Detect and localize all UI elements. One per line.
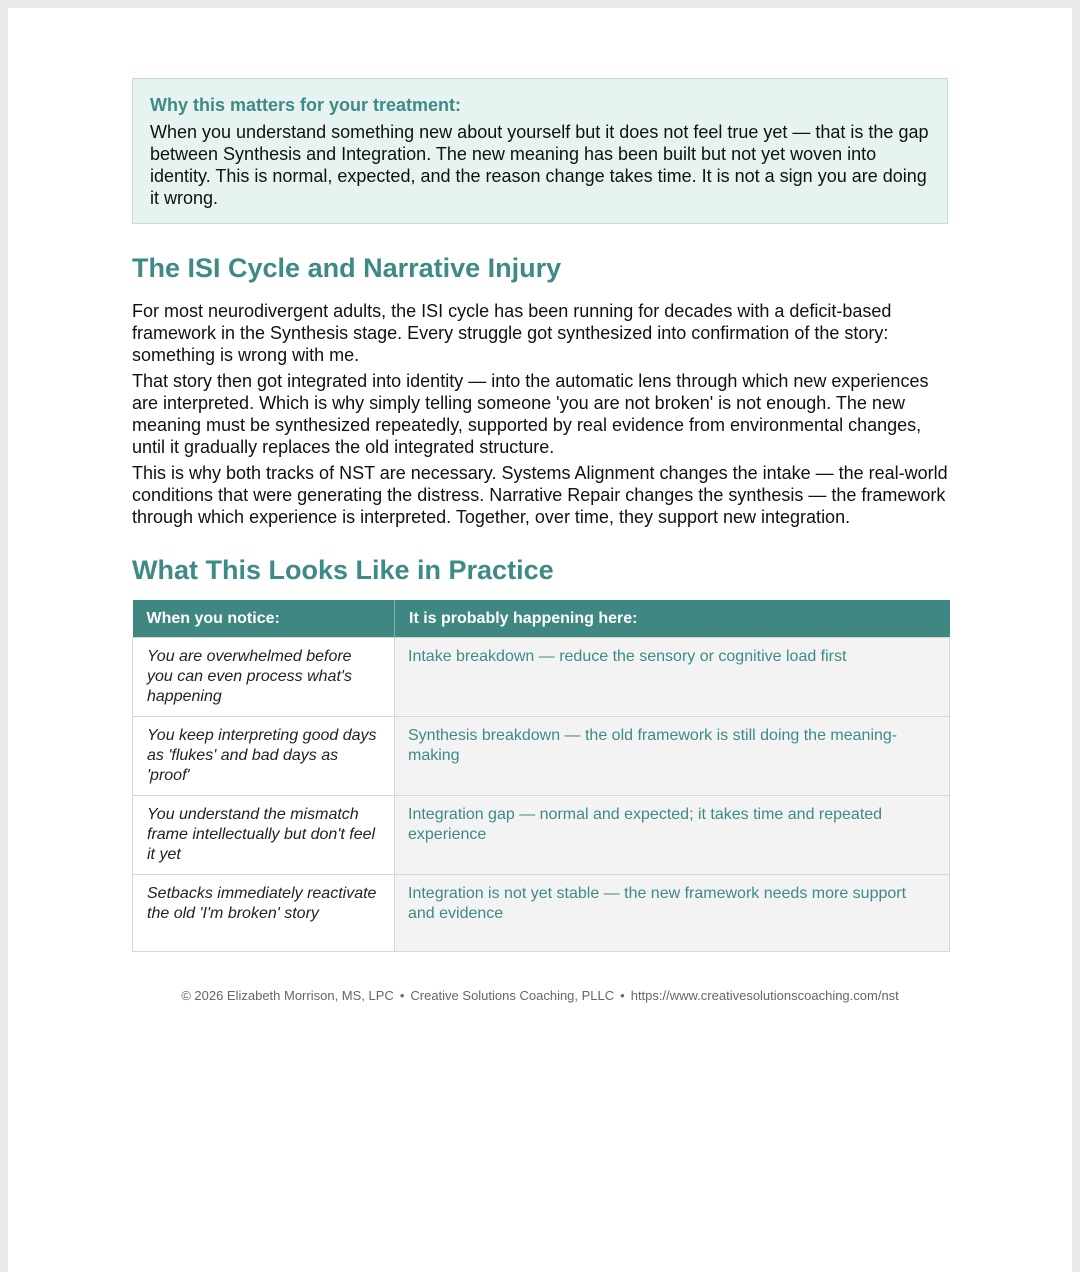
treatment-callout-box bbox=[132, 78, 948, 224]
isi-paragraph: This is why both tracks of NST are necessary. Systems Alignment changes the intake — the real-world conditions that were generating the distress. Narrative Repair changes the synthesis — the framework through which experience is interpreted. Together, over time, they support new integration. bbox=[132, 463, 948, 527]
happening-cell: Integration is not yet stable — the new framework needs more support and evidence bbox=[395, 875, 950, 952]
notice-cell: Setbacks immediately reactivate the old 'I'm broken' story bbox=[133, 875, 395, 952]
isi-cycle-heading: The ISI Cycle and Narrative Injury bbox=[132, 253, 562, 283]
header-when-you-notice: When you notice: bbox=[133, 600, 395, 638]
practice-table bbox=[132, 600, 950, 952]
callout-text: When you understand something new about yourself but it does not feel true yet — that is the gap between Synthesis and Integration. The new meaning has been built but not yet woven into identity. This is normal, expected, and the reason change takes time. It is not a sign you are doing it wrong. bbox=[150, 122, 929, 208]
happening-cell: Intake breakdown — reduce the sensory or cognitive load first bbox=[395, 638, 950, 717]
table-row bbox=[133, 875, 950, 952]
document-page bbox=[8, 8, 1072, 1272]
happening-cell: Integration gap — normal and expected; it takes time and repeated experience bbox=[395, 796, 950, 875]
table-row bbox=[133, 638, 950, 717]
practice-heading: What This Looks Like in Practice bbox=[132, 555, 554, 585]
footer-url-link[interactable]: https://www.creativesolutionscoaching.com/nst bbox=[630, 988, 899, 1003]
isi-paragraph: That story then got integrated into identity — into the automatic lens through which new experiences are interpreted. Which is why simply telling someone 'you are not broken' is not enough. The new meaning must be synthesized repeatedly, supported by real evidence from environmental changes, until it gradually replaces the old integrated structure. bbox=[132, 371, 929, 457]
page-content bbox=[132, 78, 948, 1005]
table-row bbox=[133, 796, 950, 875]
notice-cell: You are overwhelmed before you can even process what's happening bbox=[133, 638, 395, 717]
page-footer bbox=[132, 987, 948, 1005]
isi-paragraph: For most neurodivergent adults, the ISI cycle has been running for decades with a deficit-based framework in the Synthesis stage. Every struggle got synthesized into confirmation of the story: something is wrong with me. bbox=[132, 301, 892, 365]
header-probably-happening: It is probably happening here: bbox=[395, 600, 950, 638]
footer-separator: • bbox=[620, 988, 625, 1003]
table-row bbox=[133, 717, 950, 796]
notice-cell: You understand the mismatch frame intellectually but don't feel it yet bbox=[133, 796, 395, 875]
footer-company: Creative Solutions Coaching, PLLC bbox=[410, 988, 615, 1003]
callout-title: Why this matters for your treatment: bbox=[150, 95, 462, 115]
table-header-row bbox=[133, 600, 950, 638]
happening-cell: Synthesis breakdown — the old framework is still doing the meaning-making bbox=[395, 717, 950, 796]
footer-separator: • bbox=[399, 988, 405, 1003]
isi-cycle-body bbox=[132, 300, 948, 528]
footer-copyright: © 2026 Elizabeth Morrison, MS, LPC bbox=[181, 988, 394, 1003]
notice-cell: You keep interpreting good days as 'flukes' and bad days as 'proof' bbox=[133, 717, 395, 796]
